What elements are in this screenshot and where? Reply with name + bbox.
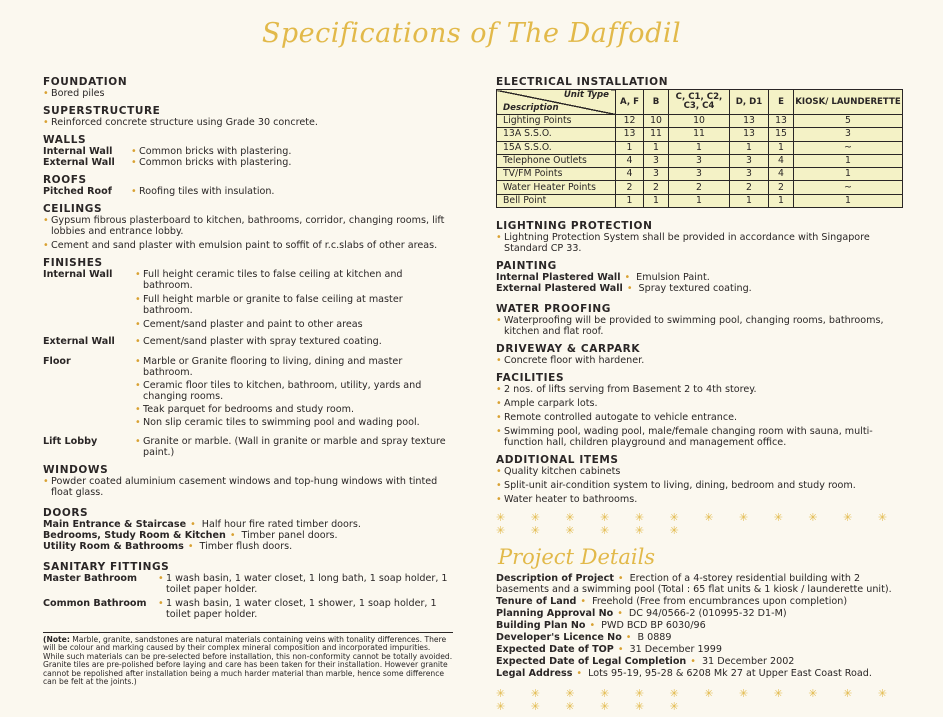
table-cell: 1	[769, 194, 794, 207]
list-item: • Ceramic floor tiles to kitchen, bathroom, utility, yards and changing rooms.	[135, 380, 453, 402]
project-label: Tenure of Land	[496, 596, 577, 608]
list-item: • Cement/sand plaster and paint to other areas	[135, 319, 453, 330]
spec-label: Internal Wall	[43, 269, 113, 280]
project-row	[496, 596, 906, 607]
materials-note	[43, 632, 453, 686]
section-heading: ADDITIONAL ITEMS	[496, 454, 619, 467]
section-heading: ROOFS	[43, 174, 87, 186]
spec-label: External Wall	[43, 157, 115, 168]
project-value: • Erection of a 4-storey residential building with 2 basements and a swimming pool (Total : 65 flat units & 1 kiosk / launderette unit).	[496, 573, 892, 595]
table-row	[497, 194, 903, 207]
project-label: Legal Address	[496, 668, 573, 680]
project-row-text	[496, 656, 906, 667]
spec-row	[43, 269, 453, 330]
table-cell: 11	[644, 128, 669, 141]
list-item: • Non slip ceramic tiles to swimming pool and wading pool.	[135, 417, 453, 428]
project-label: Developer's Licence No	[496, 632, 622, 644]
list-item: • Cement and sand plaster with emulsion paint to soffit of r.c.slabs of other areas.	[43, 240, 453, 251]
spec-row	[43, 356, 453, 428]
section-heading: FOUNDATION	[43, 76, 128, 88]
project-row-text	[496, 644, 906, 655]
list-item: • Teak parquet for bedrooms and study room.	[135, 404, 453, 415]
table-cell: 1	[794, 154, 903, 167]
spec-label: Pitched Roof	[43, 186, 112, 197]
table-row	[497, 141, 903, 154]
table-cell: 1	[730, 141, 769, 154]
list-item: • Full height ceramic tiles to false ceiling at kitchen and bathroom.	[135, 269, 453, 291]
table-row	[497, 181, 903, 194]
table-cell: 3	[669, 154, 730, 167]
table-cell: 1	[669, 141, 730, 154]
row-description: TV/FM Points	[497, 168, 616, 181]
project-row	[496, 644, 906, 655]
list-item: • 2 nos. of lifts serving from Basement 2 to 4th storey.	[496, 384, 906, 395]
spec-value: • Half hour fire rated timber doors.	[186, 519, 453, 530]
section-heading: LIGHTNING PROTECTION	[496, 220, 653, 233]
list-item: • Full height marble or granite to false ceiling at master bathroom.	[135, 294, 453, 316]
project-row-text	[496, 608, 906, 619]
row-description: Bell Point	[497, 194, 616, 207]
list-item: • Lightning Protection System shall be provided in accordance with Singapore Standard CP 33.	[496, 232, 906, 254]
table-header-row	[497, 90, 903, 115]
project-value: • Lots 95-19, 95-28 & 6208 Mk 27 at Upper East Coast Road.	[572, 668, 871, 679]
spec-label: Lift Lobby	[43, 436, 98, 447]
spec-label: Utility Room & Bathrooms	[43, 541, 184, 552]
table-cell: 13	[730, 115, 769, 128]
note-text: Marble, granite, sandstones are natural materials containing veins with tonality differences. There will be colour and marking caused by their complex mineral composition and incorporated impurities. While such materials can be pre-selected before installation, this non-conformity cannot be totally avoided. Granite tiles are pre-polished before laying and care has been taken for their installation. However granite cannot be repolished after installation being a much harder material than marble, hence some difference can be felt at the joints.)	[43, 635, 453, 687]
table-cell: 4	[769, 168, 794, 181]
project-value: • Freehold (Free from encumbrances upon completion)	[576, 596, 847, 607]
table-cell: 12	[616, 115, 644, 128]
list-item: • Cement/sand plaster with spray textured coating.	[135, 336, 453, 347]
table-cell: 1	[769, 141, 794, 154]
table-cell: 2	[730, 181, 769, 194]
star-divider: ✳ ✳ ✳ ✳ ✳ ✳ ✳ ✳ ✳ ✳ ✳ ✳ ✳ ✳ ✳ ✳ ✳ ✳	[496, 687, 899, 714]
list-item: • Swimming pool, wading pool, male/female changing room with sauna, multi-function hall, children playground and management office.	[496, 426, 906, 448]
project-row-text	[496, 668, 906, 679]
table-cell: 4	[616, 168, 644, 181]
table-cell: 2	[644, 181, 669, 194]
section-heading: PAINTING	[496, 260, 557, 273]
table-cell: 1	[616, 194, 644, 207]
row-description: Telephone Outlets	[497, 154, 616, 167]
row-description: 13A S.S.O.	[497, 128, 616, 141]
row-description: Lighting Points	[497, 115, 616, 128]
list-item: • Ample carpark lots.	[496, 398, 906, 409]
left-column	[43, 76, 453, 620]
table-cell: 13	[769, 115, 794, 128]
project-row	[496, 656, 906, 667]
spec-value: • 1 wash basin, 1 water closet, 1 shower, 1 soap holder, 1 toilet paper holder.	[158, 598, 453, 620]
table-cell: 15	[769, 128, 794, 141]
table-cell: 3	[730, 154, 769, 167]
spec-row	[43, 541, 453, 552]
corner-top-label: Unit Type	[563, 90, 609, 100]
section-heading: DRIVEWAY & CARPARK	[496, 343, 641, 356]
right-column	[496, 76, 906, 713]
star-divider: ✳ ✳ ✳ ✳ ✳ ✳ ✳ ✳ ✳ ✳ ✳ ✳ ✳ ✳ ✳ ✳ ✳ ✳	[496, 511, 899, 538]
list-item: • Remote controlled autogate to vehicle entrance.	[496, 412, 906, 423]
project-row	[496, 632, 906, 643]
list-item: • Split-unit air-condition system to living, dining, bedroom and study room.	[496, 480, 906, 491]
project-row-text	[496, 573, 906, 595]
spec-label: Floor	[43, 356, 71, 367]
project-row	[496, 608, 906, 619]
table-cell: 5	[794, 115, 903, 128]
spec-row	[43, 186, 453, 197]
section-heading: WINDOWS	[43, 464, 109, 476]
table-cell: 11	[669, 128, 730, 141]
project-label: Description of Project	[496, 573, 614, 585]
section-heading: ELECTRICAL INSTALLATION	[496, 76, 669, 88]
spec-value: • Common bricks with plastering.	[131, 157, 453, 168]
list-item: • Bored piles	[43, 88, 453, 99]
spec-value: • Timber flush doors.	[184, 541, 453, 552]
project-row-text	[496, 620, 906, 631]
table-cell: 1	[669, 194, 730, 207]
project-row	[496, 668, 906, 679]
section-heading: SUPERSTRUCTURE	[43, 105, 161, 117]
table-row	[497, 115, 903, 128]
column-header: D, D1	[730, 90, 769, 115]
table-cell: 3	[644, 168, 669, 181]
spec-label: Master Bathroom	[43, 573, 138, 584]
section-heading: DOORS	[43, 507, 89, 519]
spec-value: • Spray textured coating.	[623, 283, 906, 294]
table-cell: 1	[730, 194, 769, 207]
note-label: (Note:	[43, 635, 70, 644]
section-heading: FACILITIES	[496, 372, 565, 385]
project-label: Expected Date of TOP	[496, 644, 614, 656]
spec-label: Internal Plastered Wall	[496, 272, 621, 284]
project-row	[496, 573, 906, 595]
project-value: • PWD BCD BP 6030/96	[586, 620, 706, 631]
spec-row	[43, 146, 453, 157]
table-cell: 10	[669, 115, 730, 128]
table-cell: 13	[730, 128, 769, 141]
list-item: • Gypsum fibrous plasterboard to kitchen, bathrooms, corridor, changing rooms, lift lobbies and entrance lobby.	[43, 215, 453, 237]
list-item: • Powder coated aluminium casement windows and top-hung windows with tinted float glass.	[43, 476, 453, 498]
column-header: A, F	[616, 90, 644, 115]
section-heading: WATER PROOFING	[496, 303, 612, 316]
section-heading: FINISHES	[43, 257, 103, 269]
page-title: Specifications of The Daffodil	[261, 18, 682, 49]
spec-row	[43, 436, 453, 458]
electrical-table	[496, 89, 903, 208]
table-cell: 1	[644, 194, 669, 207]
table-row	[497, 154, 903, 167]
table-cell: 3	[794, 128, 903, 141]
table-cell: 10	[644, 115, 669, 128]
spec-label: Bedrooms, Study Room & Kitchen	[43, 530, 226, 541]
spec-row	[43, 519, 453, 530]
table-cell: 13	[616, 128, 644, 141]
table-cell: 2	[769, 181, 794, 194]
list-item: • Quality kitchen cabinets	[496, 466, 906, 477]
column-header: E	[769, 90, 794, 115]
table-cell: 1	[794, 194, 903, 207]
spec-row	[43, 598, 453, 620]
spec-label: Main Entrance & Staircase	[43, 519, 187, 530]
spec-value: • Emulsion Paint.	[621, 272, 907, 283]
table-corner-cell	[497, 90, 616, 115]
column-header: C, C1, C2, C3, C4	[669, 90, 730, 115]
spec-value: • Roofing tiles with insulation.	[131, 186, 453, 197]
project-row-text	[496, 632, 906, 643]
table-cell: 4	[616, 154, 644, 167]
list-item: • Water heater to bathrooms.	[496, 494, 906, 505]
column-header: KIOSK/ LAUNDERETTE	[794, 90, 903, 115]
spec-value: • Common bricks with plastering.	[131, 146, 453, 157]
table-cell: 1	[616, 141, 644, 154]
table-cell: 3	[644, 154, 669, 167]
list-item: • Waterproofing will be provided to swimming pool, changing rooms, bathrooms, kitchen and flat roof.	[496, 315, 906, 337]
list-item: • Concrete floor with hardener.	[496, 355, 906, 366]
spec-row	[43, 530, 453, 541]
spec-row	[496, 272, 906, 283]
project-value: • 31 December 2002	[686, 656, 794, 667]
table-cell: 3	[730, 168, 769, 181]
table-cell: 2	[669, 181, 730, 194]
table-cell: ~	[794, 141, 903, 154]
table-cell: 4	[769, 154, 794, 167]
project-value: • 31 December 1999	[614, 644, 722, 655]
column-header: B	[644, 90, 669, 115]
table-row	[497, 128, 903, 141]
spec-row	[496, 283, 906, 294]
corner-bottom-label: Description	[503, 103, 559, 113]
table-cell: 2	[616, 181, 644, 194]
row-description: Water Heater Points	[497, 181, 616, 194]
spec-row	[43, 336, 453, 347]
spec-label: Common Bathroom	[43, 598, 147, 609]
table-cell: ~	[794, 181, 903, 194]
spec-row	[43, 157, 453, 168]
project-label: Expected Date of Legal Completion	[496, 656, 687, 668]
project-value: • B 0889	[622, 632, 672, 643]
table-cell: 3	[669, 168, 730, 181]
spec-label: External Wall	[43, 336, 115, 347]
project-row	[496, 620, 906, 631]
project-value: • DC 94/0566-2 (010995-32 D1-M)	[613, 608, 786, 619]
spec-label: Internal Wall	[43, 146, 113, 157]
table-cell: 1	[794, 168, 903, 181]
row-description: 15A S.S.O.	[497, 141, 616, 154]
list-item: • Granite or marble. (Wall in granite or marble and spray texture paint.)	[135, 436, 453, 458]
section-heading: CEILINGS	[43, 203, 103, 215]
project-label: Planning Approval No	[496, 608, 614, 620]
project-details-title: Project Details	[498, 545, 656, 570]
project-row-text	[496, 596, 906, 607]
spec-label: External Plastered Wall	[496, 283, 623, 295]
section-heading: SANITARY FITTINGS	[43, 561, 170, 573]
table-cell: 1	[644, 141, 669, 154]
list-item: • Reinforced concrete structure using Grade 30 concrete.	[43, 117, 453, 128]
project-label: Building Plan No	[496, 620, 586, 632]
spec-value: • 1 wash basin, 1 water closet, 1 long bath, 1 soap holder, 1 toilet paper holder.	[158, 573, 453, 595]
project-details-list	[496, 573, 906, 679]
list-item: • Marble or Granite flooring to living, dining and master bathroom.	[135, 356, 453, 378]
table-row	[497, 168, 903, 181]
spec-value: • Timber panel doors.	[226, 530, 453, 541]
spec-row	[43, 573, 453, 595]
section-heading: WALLS	[43, 134, 87, 146]
